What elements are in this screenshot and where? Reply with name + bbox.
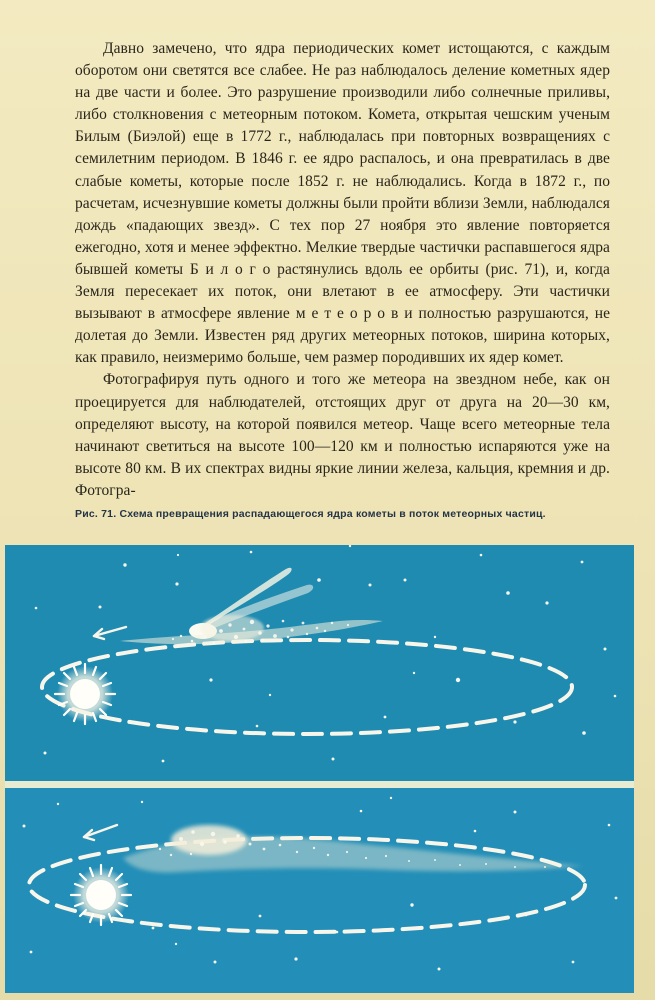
figure-top-panel: [5, 545, 634, 781]
arrow-icon: [94, 627, 126, 639]
sun-icon: [71, 865, 131, 925]
figure-caption: Рис. 71. Схема превращения распадающегося ядра кометы в поток метеорных частиц.: [75, 508, 546, 520]
paragraph-1: Давно замечено, что ядра периодических комет истощаются, с каждым оборотом они светятся все слабее. Не раз наблюдалось деление кометных ядер на две части и более. Это разрушение производили либо солнечные приливы, либо столкновения с метеорным потоком. Комета, открытая чешским ученым Билым (Биэлой) еще в 1772 г., наблюдалась при повторных возвращениях с семилетним периодом. В 1846 г. ее ядро распалось, и она превратилась в две слабые кометы, которые после 1852 г. не наблюдались. Когда в 1872 г., по расчетам, исчезнувшие кометы должны были пройти вблизи Земли, наблюдался дождь «падающих звезд». С тех пор 27 ноября это явление повторяется ежегодно, хотя и менее эффектно. Мелкие твердые частички распавшегося ядра бывшей кометы Б и л о г о растянулись вдоль ее орбиты (рис. 71), и, когда Земля пересекает их поток, они влетают в ее атмосферу. Эти частички вызывают в атмосфере явление м е т е о р о в и полностью разрушаются, не долетая до Земли. Известен ряд других метеорных потоков, ширина которых, как правило, неизмеримо больше, чем размер породивших их ядер комет.: [75, 40, 610, 367]
sun-icon: [55, 664, 115, 724]
comet-orbit-illustration: [5, 545, 634, 781]
meteor-stream-illustration: [5, 788, 634, 993]
figure-bottom-panel: [5, 788, 634, 993]
arrow-icon: [84, 825, 117, 840]
article-text: [75, 38, 610, 502]
orbit-ellipse: [42, 640, 572, 734]
meteor-stream-icon: [120, 620, 383, 645]
meteor-stream-icon: [123, 825, 583, 872]
figure-separator: [5, 781, 634, 788]
paragraph-2: Фотографируя путь одного и того же метеора на звездном небе, как он проецируется для наблюдателей, отстоящих друг от друга на 20—30 км, определяют высоту, на которой появился метеор. Чаще всего метеорные тела начинают светиться на высоте 100—120 км и полностью испаряются уже на высоте 80 км. В их спектрах видны яркие линии железа, кальция, кремния и др. Фотогра-: [75, 371, 610, 499]
